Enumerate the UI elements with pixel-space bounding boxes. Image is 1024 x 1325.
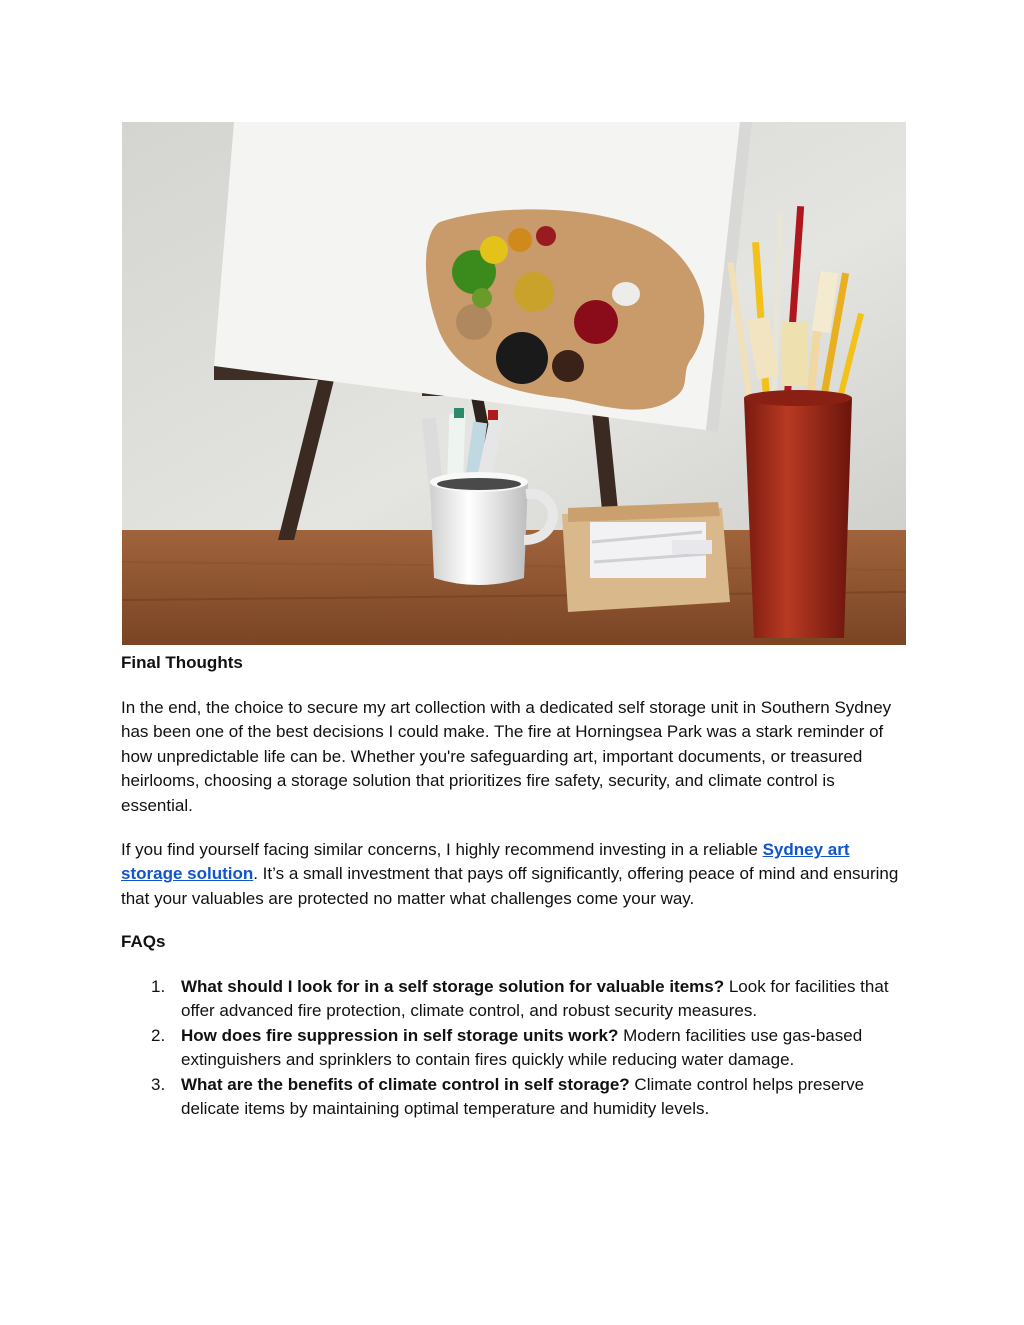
faq-item [121,1073,901,1122]
faq-question: What are the benefits of climate control in self storage? [181,1074,630,1094]
final-thoughts-heading: Final Thoughts [121,653,243,672]
recommendation-paragraph [121,838,901,911]
recommendation-text-start: If you find yourself facing similar concerns, I highly recommend investing in a reliable [121,840,763,859]
faq-number: 3. [151,1074,166,1094]
faq-question: How does fire suppression in self storage units work? [181,1025,619,1045]
faq-answer: Climate control helps preserve delicate items by maintaining optimal temperature and humidity levels. [181,1074,865,1119]
faq-number: 1. [151,977,166,996]
hero-image [122,122,906,645]
faq-item [121,1024,901,1073]
faq-number: 2. [151,1025,166,1045]
faqs-heading: FAQs [121,932,166,951]
sydney-art-storage-link[interactable]: Sydney art storage solution [121,840,850,884]
faq-answer: Modern facilities use gas-based extinguishers and sprinklers to contain fires quickly while reducing water damage. [181,1025,863,1070]
final-thoughts-paragraph: In the end, the choice to secure my art collection with a dedicated self storage unit in Southern Sydney has been one of the best decisions I could make. The fire at Horningsea Park was a stark reminder of how unpredictable life can be. Whether you're safeguarding art, important documents, or treasured heirlooms, choosing a storage solution that prioritizes fire safety, security, and climate control is essential. [121,698,892,815]
faq-item [121,975,901,1024]
faq-question: What should I look for in a self storage solution for valuable items? [181,977,725,996]
recommendation-text-end: . It’s a small investment that pays off significantly, offering peace of mind and ensuring that your valuables are protected no matter what challenges come your way. [121,864,899,908]
art-supplies-illustration [122,122,906,645]
faq-list [121,975,901,1121]
faq-answer: Look for facilities that offer advanced fire protection, climate control, and robust security measures. [181,977,889,1021]
